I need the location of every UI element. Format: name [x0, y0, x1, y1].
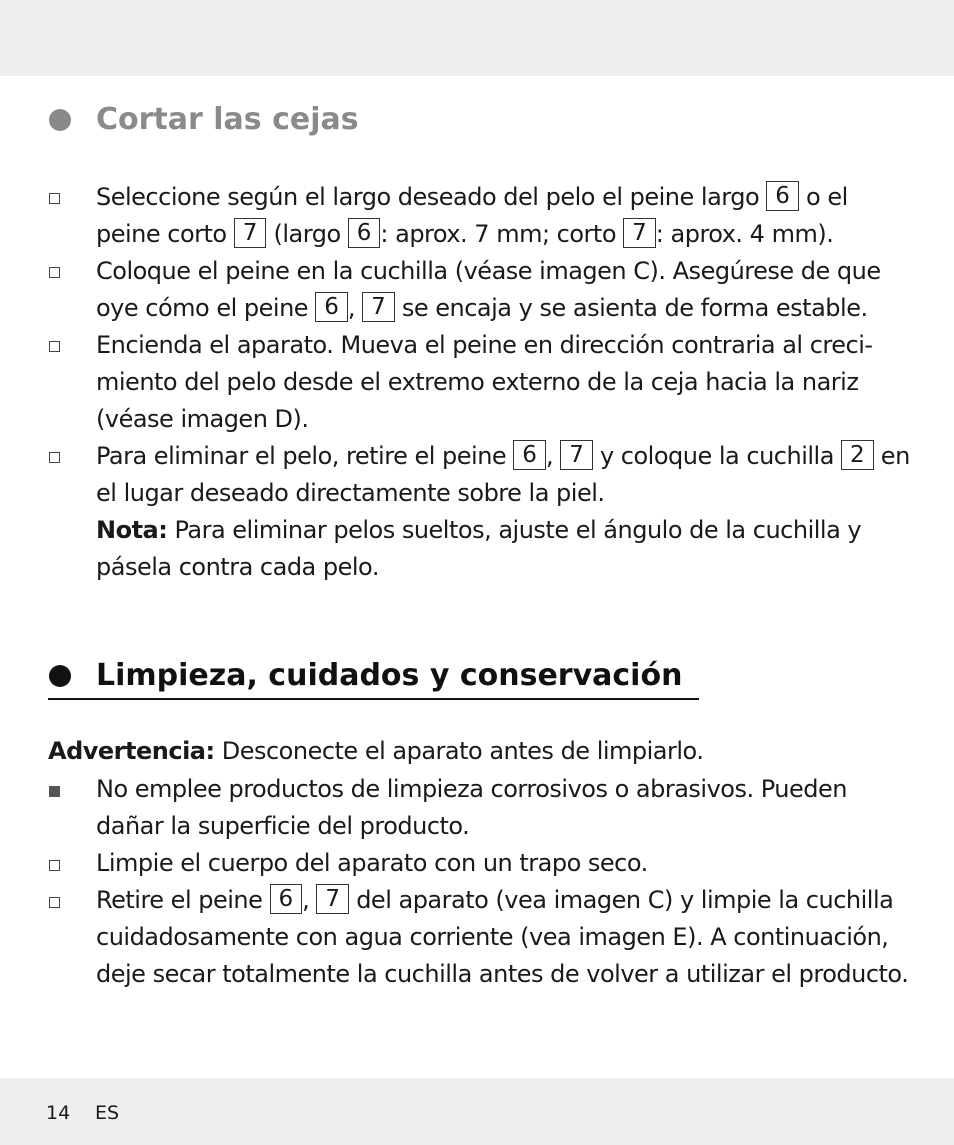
ref-number: 7	[362, 292, 395, 322]
warning-label: Advertencia:	[48, 737, 215, 765]
section-title-limpieza: Limpieza, cuidados y conservación	[96, 658, 683, 693]
checkbox-icon	[49, 860, 60, 871]
checkbox-icon	[49, 341, 60, 352]
list-item: Limpie el cuerpo del aparato con un trapo seco.	[96, 849, 648, 877]
checkbox-icon	[49, 452, 60, 463]
list-item: Encienda el aparato. Mueva el peine en dirección contraria al creci-miento del pelo desde el extremo externo de la ceja hacia la nariz (véase imagen D).	[96, 331, 873, 433]
ref-number: 7	[316, 884, 349, 914]
checkbox-icon	[49, 897, 60, 908]
note-text: Para eliminar pelos sueltos, ajuste el ángulo de la cuchilla y pásela contra cada pelo.	[96, 516, 862, 581]
list-item: Retire el peine 6 , 7 del aparato (vea imagen C) y limpie la cuchilla cuidadosamente con agua corriente (vea imagen E). A continuación, deje secar totalmente la cuchilla antes de volver a utilizar el producto.	[96, 886, 909, 988]
ref-number: 7	[560, 440, 593, 470]
ref-number: 6	[513, 440, 546, 470]
list-item: Seleccione según el largo deseado del pelo el peine largo 6 o el peine corto 7 (largo 6 : aprox. 7 mm; corto 7 : aprox. 4 mm).	[96, 183, 848, 248]
list-item: No emplee productos de limpieza corrosivos o abrasivos. Pueden dañar la superficie del producto.	[96, 775, 847, 840]
title-underline	[48, 698, 699, 700]
ref-number: 2	[841, 440, 874, 470]
warning-line	[48, 733, 703, 770]
ref-number: 6	[348, 218, 381, 248]
ref-number: 7	[234, 218, 267, 248]
warning-text: Desconecte el aparato antes de limpiarlo.	[214, 737, 704, 765]
footer-band	[0, 1078, 954, 1145]
language-code: ES	[95, 1102, 120, 1124]
section-bullet-icon	[49, 665, 71, 687]
list-item: Coloque el peine en la cuchilla (véase imagen C). Asegúrese de que oye cómo el peine 6 , 7 se encaja y se asienta de forma estable.	[96, 257, 881, 322]
ref-number: 6	[270, 884, 303, 914]
note-label: Nota:	[96, 516, 168, 544]
page-number: 14	[46, 1102, 71, 1124]
ref-number: 6	[315, 292, 348, 322]
section-title-cortar: Cortar las cejas	[96, 102, 359, 137]
ref-number: 7	[623, 218, 656, 248]
header-band	[0, 0, 954, 76]
checkbox-icon	[49, 267, 60, 278]
checkbox-icon	[49, 193, 60, 204]
ref-number: 6	[766, 181, 799, 211]
list-item: Para eliminar el pelo, retire el peine 6 , 7 y coloque la cuchilla 2 en el lugar deseado directamente sobre la piel. Nota: Para eliminar pelos sueltos, ajuste el ángulo de la cuchilla y pásela contra cada pelo.	[96, 442, 910, 581]
section-bullet-icon	[49, 109, 71, 131]
filled-square-icon	[49, 786, 60, 797]
